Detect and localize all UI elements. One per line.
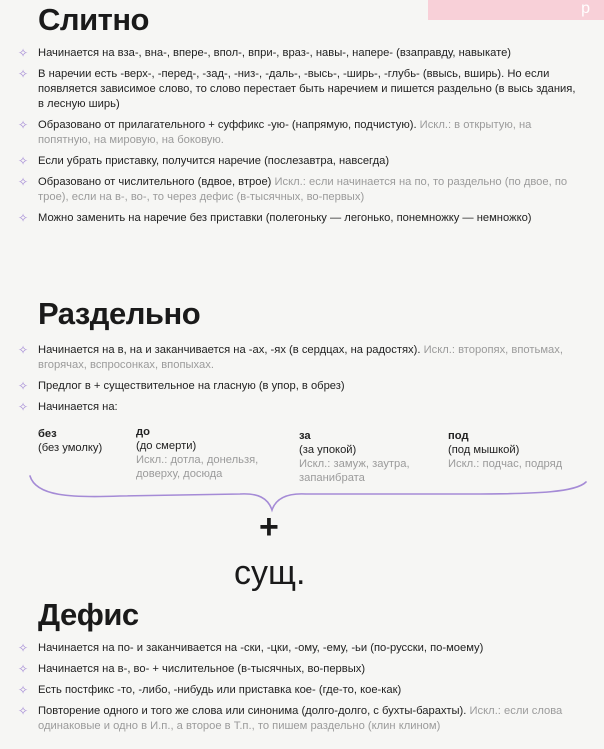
star-bullet-icon: ✧ [18,175,29,189]
star-bullet-icon: ✧ [18,211,29,225]
star-bullet-icon: ✧ [18,343,29,357]
noun-label: сущ. [234,554,306,592]
section-title-razdelno: Раздельно [38,296,201,331]
star-bullet-icon: ✧ [18,118,29,132]
list-item [18,211,578,226]
rule-text: Начинается на в-, во- + числительное (в-тысячных, во-первых) [38,663,366,675]
list-item [18,175,578,205]
preposition-pod [448,429,578,471]
rule-exception: Искл.: если начинается на по, то раздельно (по двое, по трое), если на в-, во-, то через дефис (в-тысячных, во-первых) [38,176,568,203]
corner-mark: р [581,0,590,17]
list-item [18,379,578,394]
list-item [18,118,578,148]
list-item [18,154,578,169]
section-title-defis: Дефис [38,597,139,632]
preposition-exception: Искл.: дотла, донельзя, доверху, досюда [136,454,259,480]
list-item [18,67,578,112]
section-title-slitno: Слитно [38,2,149,37]
rule-text: В наречии есть -верх-, -перед-, -зад-, -низ-, -даль-, -высь-, -ширь-, -глубь- (ввысь, вширь). Но если появляется зависимое слово, то слово перестает быть наречием и пишется раздельно (в высь здания, в лесную ширь) [38,68,576,110]
rule-text: Образовано от прилагательного + суффикс -ую- (напрямую, подчистую). [38,119,417,131]
rule-text: Образовано от числительного (вдвое, втрое) [38,176,272,188]
rule-text: Можно заменить на наречие без приставки (полегоньку — легонько, понемножку — немножко) [38,212,532,224]
star-bullet-icon: ✧ [18,154,29,168]
rule-exception: Искл.: в открытую, на попятную, на мировую, на боковую. [38,119,532,146]
list-item [18,400,578,415]
defis-rule-list [18,641,578,740]
preposition-exception: Искл.: замуж, заутра, запанибрата [299,458,410,484]
rule-text: Начинается на: [38,401,118,413]
preposition-word: под [448,430,469,442]
star-bullet-icon: ✧ [18,67,29,81]
preposition-exception: Искл.: подчас, подряд [448,458,563,470]
star-bullet-icon: ✧ [18,400,29,414]
list-item [18,683,578,698]
preposition-word: до [136,426,150,438]
rule-text: Начинается на вза-, вна-, впере-, впол-, впри-, враз-, навы-, напере- (взаправду, навыкате) [38,47,512,59]
preposition-example: (до смерти) [136,440,197,452]
header-accent-block [428,0,604,20]
star-bullet-icon: ✧ [18,379,29,393]
list-item [18,641,578,656]
star-bullet-icon: ✧ [18,46,29,60]
rule-text: Если убрать приставку, получится наречие (послезавтра, навсегда) [38,155,390,167]
razdelno-rule-list [18,343,578,421]
star-bullet-icon: ✧ [18,683,29,697]
star-bullet-icon: ✧ [18,641,29,655]
curly-brace-icon [0,470,604,520]
rule-text: Начинается на по- и заканчивается на -ски, -цки, -ому, -ему, -ьи (по-русски, по-моему) [38,642,484,654]
plus-sign: + [259,508,279,546]
rule-text: Повторение одного и того же слова или синонима (долго-долго, с бухты-барахты). [38,705,467,717]
preposition-bez [38,427,102,455]
preposition-example: (за упокой) [299,444,357,456]
list-item [18,343,578,373]
slitno-rule-list [18,46,578,232]
rule-text: Предлог в + существительное на гласную (в упор, в обрез) [38,380,345,392]
rule-text: Начинается на в, на и заканчивается на -ах, -ях (в сердцах, на радостях). [38,344,421,356]
list-item [18,662,578,677]
list-item [18,704,578,734]
list-item [18,46,578,61]
preposition-example: (под мышкой) [448,444,520,456]
star-bullet-icon: ✧ [18,704,29,718]
preposition-word: за [299,430,311,442]
star-bullet-icon: ✧ [18,662,29,676]
preposition-example: (без умолку) [38,442,103,454]
preposition-word: без [38,428,57,440]
rule-exception: Искл.: если слова одинаковые и одно в И.п., а второе в Т.п., то пишем раздельно (клин клином) [38,705,563,732]
rule-text: Есть постфикс -то, -либо, -нибудь или приставка кое- (где-то, кое-как) [38,684,402,696]
rule-exception: Искл.: второпях, впотьмах, вгорячах, вспросонках, впопыхах. [38,344,563,371]
